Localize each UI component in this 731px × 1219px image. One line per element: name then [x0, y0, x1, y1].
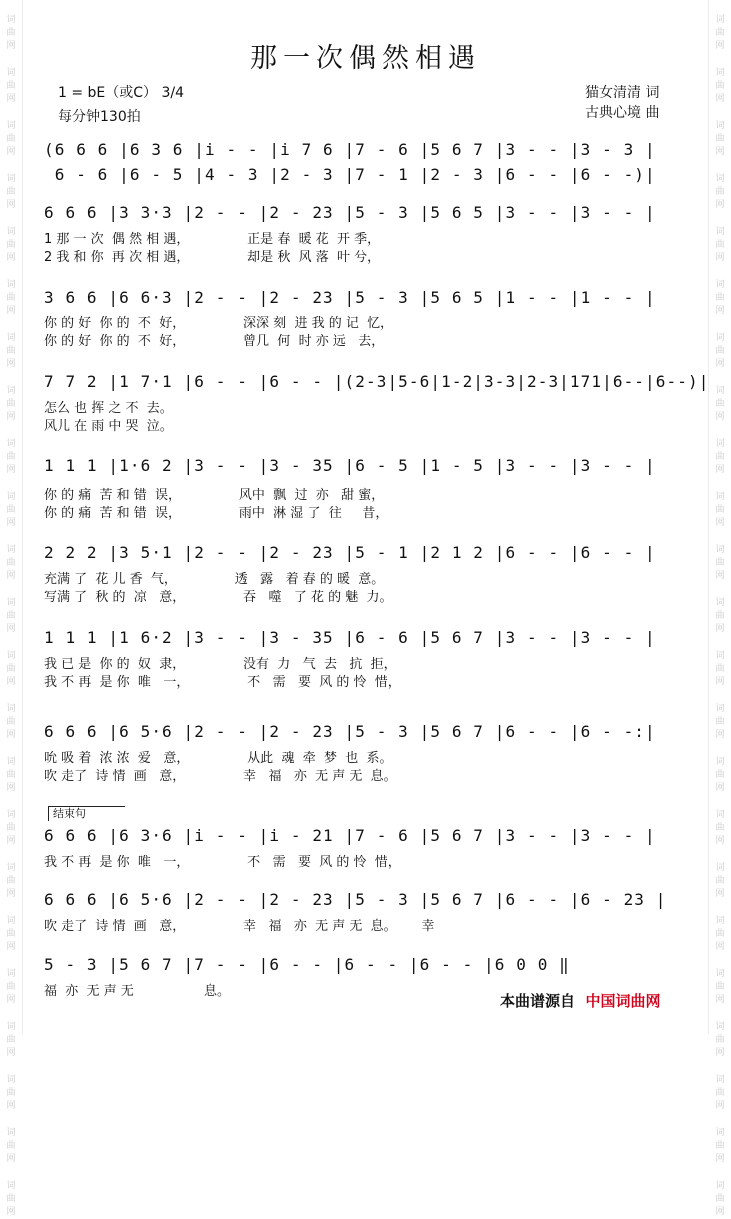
watermark-glyph: 曲 — [6, 929, 16, 939]
watermark-glyph: 网 — [715, 889, 725, 899]
watermark-glyph: 曲 — [6, 346, 16, 356]
watermark-glyph: 曲 — [6, 1141, 16, 1151]
watermark-glyph: 网 — [715, 253, 725, 263]
watermark-glyph: 网 — [6, 412, 16, 422]
watermark-mark — [6, 385, 15, 424]
notation-line: 6 6 6 |6 5·6 |2 - - |2 - 23 |5 - 3 |5 6 7 |6 - - |6 - -:| — [44, 722, 656, 741]
watermark-glyph: 曲 — [715, 717, 725, 727]
watermark-glyph: 词 — [6, 280, 16, 290]
watermark-glyph: 曲 — [6, 876, 16, 886]
watermark-glyph: 网 — [6, 783, 16, 793]
watermark-glyph: 网 — [6, 147, 16, 157]
lyric-line: 吹 走了 诗 情 画 意， 幸 福 亦 无 声 无 息。 — [44, 769, 397, 784]
notation-line: 5 - 3 |5 6 7 |7 - - |6 - - |6 - - |6 - - |6 0 0 ‖ — [44, 955, 570, 974]
watermark-mark — [715, 1127, 724, 1166]
watermark-glyph: 词 — [715, 174, 725, 184]
watermark-glyph: 词 — [715, 386, 725, 396]
source-prefix: 本曲谱源自 — [500, 992, 576, 1010]
watermark-glyph: 网 — [715, 1101, 725, 1111]
watermark-glyph: 词 — [6, 1128, 16, 1138]
watermark-strip-right — [708, 0, 731, 1217]
watermark-glyph: 曲 — [715, 240, 725, 250]
watermark-glyph: 词 — [715, 492, 725, 502]
watermark-mark — [6, 597, 15, 636]
watermark-glyph: 词 — [6, 651, 16, 661]
watermark-glyph: 网 — [6, 359, 16, 369]
intro-notation-line-2: 6 - 6 |6 - 5 |4 - 3 |2 - 3 |7 - 1 |2 - 3 |6 - - |6 - -)| — [44, 165, 656, 184]
lyric-line: 你 的 痛 苦 和 错 误， 雨中 淋 湿 了 往 昔， — [44, 506, 389, 521]
watermark-glyph: 曲 — [6, 134, 16, 144]
watermark-glyph: 网 — [6, 306, 16, 316]
watermark-glyph: 网 — [715, 306, 725, 316]
watermark-glyph: 曲 — [6, 28, 16, 38]
watermark-glyph: 网 — [6, 677, 16, 687]
watermark-glyph: 词 — [715, 545, 725, 555]
tempo-marking: 每分钟130拍 — [58, 109, 141, 125]
composer-credit: 古典心境 曲 — [585, 105, 660, 121]
watermark-glyph: 曲 — [6, 770, 16, 780]
watermark-mark — [715, 650, 724, 689]
watermark-glyph: 词 — [6, 174, 16, 184]
watermark-glyph: 网 — [715, 1048, 725, 1058]
watermark-glyph: 曲 — [6, 1088, 16, 1098]
watermark-glyph: 词 — [6, 121, 16, 131]
watermark-glyph: 网 — [715, 518, 725, 528]
watermark-glyph: 网 — [715, 200, 725, 210]
watermark-glyph: 曲 — [715, 1194, 725, 1204]
watermark-glyph: 词 — [715, 333, 725, 343]
watermark-mark — [715, 809, 724, 848]
lyric-line: 风儿 在 雨 中 哭 泣。 — [44, 419, 173, 434]
watermark-glyph: 曲 — [6, 823, 16, 833]
notation-line: 7 7 2 |1 7·1 |6 - - |6 - - |(2-3|5-6|1-2|3-3|2-3|171|6--|6--)| — [44, 372, 710, 391]
watermark-glyph: 曲 — [715, 28, 725, 38]
watermark-glyph: 网 — [715, 412, 725, 422]
watermark-glyph: 词 — [6, 757, 16, 767]
lyric-line: 你 的 好 你 的 不 好， 深深 刻 进 我 的 记 忆， — [44, 316, 394, 331]
watermark-glyph: 词 — [6, 386, 16, 396]
watermark-glyph: 网 — [6, 1207, 16, 1217]
watermark-mark — [6, 1074, 15, 1113]
watermark-mark — [715, 597, 724, 636]
watermark-glyph: 网 — [6, 94, 16, 104]
watermark-glyph: 曲 — [715, 664, 725, 674]
lyric-line: 你 的 痛 苦 和 错 误， 风中 飘 过 亦 甜 蜜， — [44, 488, 385, 503]
key-signature: 1 = bE（或C） 3/4 — [58, 85, 185, 101]
watermark-glyph: 网 — [6, 942, 16, 952]
lyric-line: 我 已 是 你 的 奴 隶， 没有 力 气 去 抗 拒， — [44, 657, 397, 672]
watermark-glyph: 曲 — [715, 611, 725, 621]
watermark-glyph: 词 — [6, 492, 16, 502]
watermark-glyph: 曲 — [715, 982, 725, 992]
watermark-glyph: 网 — [715, 677, 725, 687]
watermark-glyph: 词 — [715, 757, 725, 767]
watermark-glyph: 词 — [6, 68, 16, 78]
watermark-glyph: 词 — [6, 227, 16, 237]
watermark-glyph: 曲 — [715, 399, 725, 409]
watermark-glyph: 词 — [715, 863, 725, 873]
watermark-mark — [715, 544, 724, 583]
watermark-glyph: 词 — [715, 227, 725, 237]
watermark-glyph: 网 — [6, 1101, 16, 1111]
watermark-glyph: 曲 — [715, 187, 725, 197]
ending-bracket-label: 结束句 — [48, 806, 125, 821]
watermark-glyph: 曲 — [715, 81, 725, 91]
watermark-mark — [6, 332, 15, 371]
watermark-glyph: 词 — [6, 1022, 16, 1032]
watermark-mark — [6, 968, 15, 1007]
watermark-glyph: 词 — [6, 598, 16, 608]
watermark-glyph: 词 — [715, 598, 725, 608]
watermark-mark — [6, 173, 15, 212]
watermark-mark — [6, 438, 15, 477]
watermark-glyph: 网 — [6, 730, 16, 740]
watermark-mark — [6, 862, 15, 901]
watermark-mark — [6, 1021, 15, 1060]
watermark-mark — [715, 120, 724, 159]
lyricist-credit: 猫女清清 词 — [585, 85, 660, 101]
lyric-line: 福 亦 无 声 无 息。 — [44, 984, 231, 999]
watermark-glyph: 曲 — [715, 1141, 725, 1151]
watermark-glyph: 曲 — [715, 823, 725, 833]
watermark-glyph: 词 — [6, 545, 16, 555]
watermark-mark — [715, 491, 724, 530]
watermark-mark — [715, 1180, 724, 1219]
watermark-glyph: 曲 — [6, 664, 16, 674]
watermark-mark — [6, 809, 15, 848]
watermark-glyph: 网 — [715, 995, 725, 1005]
intro-notation-line-1: (6 6 6 |6 3 6 |i - - |i 7 6 |7 - 6 |5 6 7 |3 - - |3 - 3 | — [44, 140, 656, 159]
watermark-glyph: 网 — [6, 200, 16, 210]
watermark-mark — [715, 332, 724, 371]
watermark-glyph: 词 — [715, 704, 725, 714]
watermark-glyph: 曲 — [6, 452, 16, 462]
watermark-mark — [6, 544, 15, 583]
watermark-glyph: 词 — [6, 810, 16, 820]
watermark-glyph: 曲 — [715, 346, 725, 356]
source-credit — [500, 990, 660, 1011]
watermark-mark — [715, 173, 724, 212]
watermark-glyph: 曲 — [715, 876, 725, 886]
watermark-glyph: 网 — [715, 1154, 725, 1164]
lyric-line: 吹 走了 诗 情 画 意， 幸 福 亦 无 声 无 息。 幸 — [44, 919, 435, 934]
watermark-glyph: 词 — [715, 810, 725, 820]
watermark-glyph: 曲 — [715, 929, 725, 939]
watermark-glyph: 词 — [6, 1181, 16, 1191]
watermark-glyph: 曲 — [715, 505, 725, 515]
watermark-mark — [6, 491, 15, 530]
watermark-mark — [715, 968, 724, 1007]
watermark-mark — [6, 120, 15, 159]
watermark-glyph: 网 — [6, 253, 16, 263]
watermark-glyph: 网 — [6, 41, 16, 51]
watermark-mark — [715, 1021, 724, 1060]
watermark-glyph: 曲 — [6, 187, 16, 197]
watermark-glyph: 网 — [715, 465, 725, 475]
watermark-glyph: 网 — [715, 730, 725, 740]
watermark-glyph: 词 — [715, 651, 725, 661]
watermark-glyph: 网 — [6, 1048, 16, 1058]
watermark-glyph: 曲 — [715, 452, 725, 462]
watermark-glyph: 网 — [715, 783, 725, 793]
watermark-glyph: 词 — [715, 1181, 725, 1191]
notation-line: 1 1 1 |1·6 2 |3 - - |3 - 35 |6 - 5 |1 - 5 |3 - - |3 - - | — [44, 456, 656, 475]
watermark-glyph: 词 — [715, 68, 725, 78]
watermark-glyph: 曲 — [6, 81, 16, 91]
watermark-mark — [6, 915, 15, 954]
lyric-line: 写满 了 秋 的 凉 意， 吞 噬 了 花 的 魅 力。 — [44, 590, 393, 605]
watermark-glyph: 曲 — [6, 1035, 16, 1045]
watermark-glyph: 曲 — [6, 240, 16, 250]
watermark-mark — [715, 703, 724, 742]
watermark-glyph: 网 — [6, 571, 16, 581]
notation-line: 6 6 6 |3 3·3 |2 - - |2 - 23 |5 - 3 |5 6 5 |3 - - |3 - - | — [44, 203, 656, 222]
watermark-glyph: 网 — [6, 518, 16, 528]
watermark-glyph: 曲 — [6, 982, 16, 992]
watermark-glyph: 网 — [715, 836, 725, 846]
watermark-mark — [715, 385, 724, 424]
watermark-mark — [715, 756, 724, 795]
watermark-glyph: 曲 — [6, 399, 16, 409]
watermark-glyph: 曲 — [715, 770, 725, 780]
lyric-line: 怎么 也 挥 之 不 去。 — [44, 401, 173, 416]
watermark-glyph: 词 — [715, 1022, 725, 1032]
watermark-glyph: 词 — [6, 916, 16, 926]
watermark-glyph: 网 — [715, 1207, 725, 1217]
watermark-mark — [715, 862, 724, 901]
lyric-line: 我 不 再 是 你 唯 一， 不 需 要 风 的 怜 惜， — [44, 855, 401, 870]
watermark-glyph: 词 — [715, 121, 725, 131]
watermark-mark — [715, 226, 724, 265]
watermark-glyph: 曲 — [6, 505, 16, 515]
watermark-mark — [715, 1074, 724, 1113]
watermark-glyph: 词 — [6, 15, 16, 25]
watermark-glyph: 网 — [715, 359, 725, 369]
watermark-glyph: 曲 — [6, 293, 16, 303]
watermark-glyph: 网 — [715, 147, 725, 157]
source-site-name[interactable]: 中国词曲网 — [585, 992, 661, 1010]
watermark-mark — [6, 279, 15, 318]
watermark-glyph: 网 — [715, 942, 725, 952]
watermark-glyph: 网 — [715, 571, 725, 581]
watermark-glyph: 词 — [715, 280, 725, 290]
watermark-glyph: 曲 — [6, 717, 16, 727]
watermark-mark — [715, 915, 724, 954]
watermark-glyph: 网 — [6, 995, 16, 1005]
watermark-glyph: 词 — [6, 969, 16, 979]
notation-line: 6 6 6 |6 5·6 |2 - - |2 - 23 |5 - 3 |5 6 7 |6 - - |6 - 23 | — [44, 890, 667, 909]
watermark-mark — [6, 1180, 15, 1219]
lyric-line: 我 不 再 是 你 唯 一， 不 需 要 风 的 怜 惜， — [44, 675, 401, 690]
watermark-glyph: 词 — [715, 916, 725, 926]
watermark-glyph: 网 — [715, 624, 725, 634]
notation-line: 6 6 6 |6 3·6 |i - - |i - 21 |7 - 6 |5 6 7 |3 - - |3 - - | — [44, 826, 656, 845]
watermark-glyph: 词 — [715, 15, 725, 25]
watermark-glyph: 词 — [6, 333, 16, 343]
watermark-mark — [715, 438, 724, 477]
watermark-glyph: 网 — [6, 1154, 16, 1164]
watermark-glyph: 曲 — [6, 1194, 16, 1204]
page-title: 那一次偶然相遇 — [250, 43, 481, 74]
watermark-glyph: 曲 — [715, 558, 725, 568]
watermark-mark — [6, 703, 15, 742]
watermark-mark — [6, 226, 15, 265]
watermark-strip-left — [0, 0, 23, 1217]
watermark-glyph: 网 — [6, 889, 16, 899]
watermark-glyph: 词 — [6, 704, 16, 714]
watermark-glyph: 曲 — [715, 1035, 725, 1045]
notation-line: 1 1 1 |1 6·2 |3 - - |3 - 35 |6 - 6 |5 6 7 |3 - - |3 - - | — [44, 628, 656, 647]
watermark-glyph: 曲 — [715, 1088, 725, 1098]
watermark-glyph: 曲 — [6, 558, 16, 568]
notation-line: 3 6 6 |6 6·3 |2 - - |2 - 23 |5 - 3 |5 6 5 |1 - - |1 - - | — [44, 288, 656, 307]
notation-line: 2 2 2 |3 5·1 |2 - - |2 - 23 |5 - 1 |2 1 2 |6 - - |6 - - | — [44, 543, 656, 562]
lyric-line: 你 的 好 你 的 不 好， 曾几 何 时 亦 远 去， — [44, 334, 385, 349]
watermark-glyph: 网 — [6, 465, 16, 475]
watermark-glyph: 词 — [6, 1075, 16, 1085]
watermark-glyph: 网 — [6, 836, 16, 846]
watermark-glyph: 网 — [715, 94, 725, 104]
watermark-glyph: 词 — [6, 439, 16, 449]
watermark-glyph: 词 — [715, 969, 725, 979]
watermark-glyph: 网 — [6, 624, 16, 634]
lyric-line: 2 我 和 你 再 次 相 遇， 却是 秋 风 落 叶 兮， — [44, 250, 381, 265]
watermark-mark — [6, 650, 15, 689]
watermark-mark — [715, 279, 724, 318]
watermark-glyph: 曲 — [715, 134, 725, 144]
lyric-line: 1 那 一 次 偶 然 相 遇， 正是 春 暖 花 开 季， — [44, 232, 381, 247]
watermark-glyph: 网 — [715, 41, 725, 51]
lyric-line: 充满 了 花 儿 香 气， 透 露 着 春 的 暖 意。 — [44, 572, 385, 587]
watermark-glyph: 曲 — [6, 611, 16, 621]
watermark-glyph: 词 — [715, 439, 725, 449]
watermark-glyph: 词 — [6, 863, 16, 873]
watermark-glyph: 曲 — [715, 293, 725, 303]
watermark-mark — [6, 756, 15, 795]
watermark-mark — [6, 1127, 15, 1166]
lyric-line: 吮 吸 着 浓 浓 爱 意， 从此 魂 牵 梦 也 系。 — [44, 751, 393, 766]
watermark-glyph: 词 — [715, 1075, 725, 1085]
watermark-glyph: 词 — [715, 1128, 725, 1138]
